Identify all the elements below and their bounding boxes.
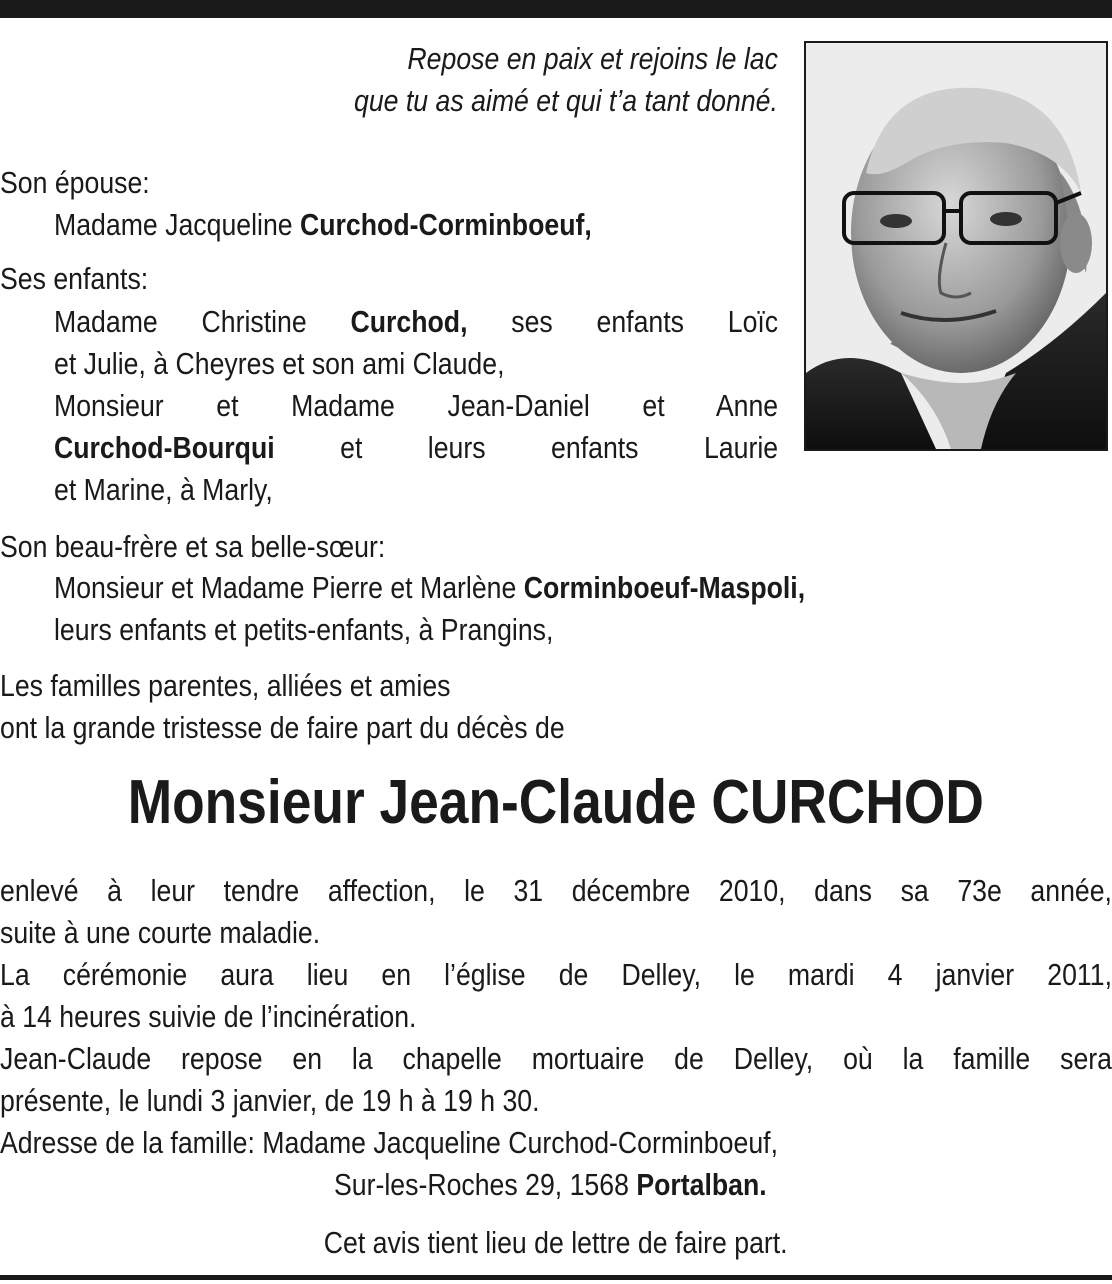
body-line3: La cérémonie aura lieu en l’église de Delley, le mardi 4 janvier 2011, [0, 957, 1112, 992]
child2-word: Laurie [703, 430, 778, 465]
families-line1: Les familles parentes, alliées et amies [0, 668, 451, 703]
children-label: Ses enfants: [0, 261, 149, 296]
top-rule [0, 0, 1112, 18]
deceased-name-text: Monsieur Jean-Claude CURCHOD [127, 768, 985, 837]
child2-line3: et Marine, à Marly, [54, 472, 273, 507]
body-line2: suite à une courte maladie. [0, 915, 321, 950]
inlaws-label: Son beau-frère et sa belle-sœur: [0, 529, 386, 564]
child2-word: Jean-Daniel [447, 388, 590, 423]
quote-line-2: que tu as aimé et qui t’a tant donné. [354, 83, 778, 118]
quote-line-1: Repose en paix et rejoins le lac [407, 41, 778, 76]
child1-name: Curchod, [350, 304, 468, 339]
closing-text: Cet avis tient lieu de lettre de faire part. [324, 1225, 788, 1260]
child2-line1 [54, 385, 778, 427]
inlaws-line1 [54, 567, 805, 609]
child2-word: Madame [291, 388, 395, 423]
address-line2 [334, 1164, 767, 1206]
child1-line1 [54, 301, 778, 343]
inlaws-name: Corminboeuf-Maspoli, [523, 570, 806, 605]
inlaws-prefix: Monsieur et Madame Pierre et Marlène [54, 570, 524, 605]
body-line6: présente, le lundi 3 janvier, de 19 h à 19 h 30. [0, 1083, 540, 1118]
deceased-name [0, 768, 1112, 838]
portrait-illustration [806, 43, 1106, 449]
bottom-rule [0, 1275, 1112, 1280]
wife-prefix: Madame Jacqueline [54, 207, 301, 242]
body-line4: à 14 heures suivie de l’incinération. [0, 999, 417, 1034]
child2-word: et [216, 388, 239, 423]
child2-name: Curchod-Bourqui [54, 430, 275, 465]
child1-rest: ses enfants Loïc [511, 304, 778, 339]
child2-word: enfants [551, 430, 639, 465]
address-line1: Adresse de la famille: Madame Jacqueline Curchod-Corminboeuf, [0, 1125, 778, 1160]
child2-word: leurs [427, 430, 486, 465]
inlaws-line2: leurs enfants et petits-enfants, à Prangins, [54, 612, 554, 647]
wife-name: Curchod-Corminboeuf, [300, 207, 592, 242]
child2-word: Anne [715, 388, 778, 423]
child1-line2: et Julie, à Cheyres et son ami Claude, [54, 346, 505, 381]
child2-line2 [54, 427, 778, 469]
child2-word: et [642, 388, 665, 423]
address-city: Portalban. [636, 1167, 767, 1202]
wife-line [54, 204, 592, 246]
families-line2: ont la grande tristesse de faire part du décès de [0, 710, 565, 745]
epitaph-quote [354, 38, 778, 122]
portrait-photo [804, 41, 1108, 451]
closing-note [0, 1222, 1112, 1264]
wife-label: Son épouse: [0, 165, 150, 200]
body-line5: Jean-Claude repose en la chapelle mortuaire de Delley, où la famille sera [0, 1041, 1112, 1076]
address-street: Sur-les-Roches 29, 1568 [334, 1167, 637, 1202]
child2-word: et [340, 430, 363, 465]
body-line1: enlevé à leur tendre affection, le 31 décembre 2010, dans sa 73e année, [0, 873, 1112, 908]
child1-prefix: Madame Christine [54, 304, 307, 339]
child2-word: Monsieur [54, 388, 164, 423]
